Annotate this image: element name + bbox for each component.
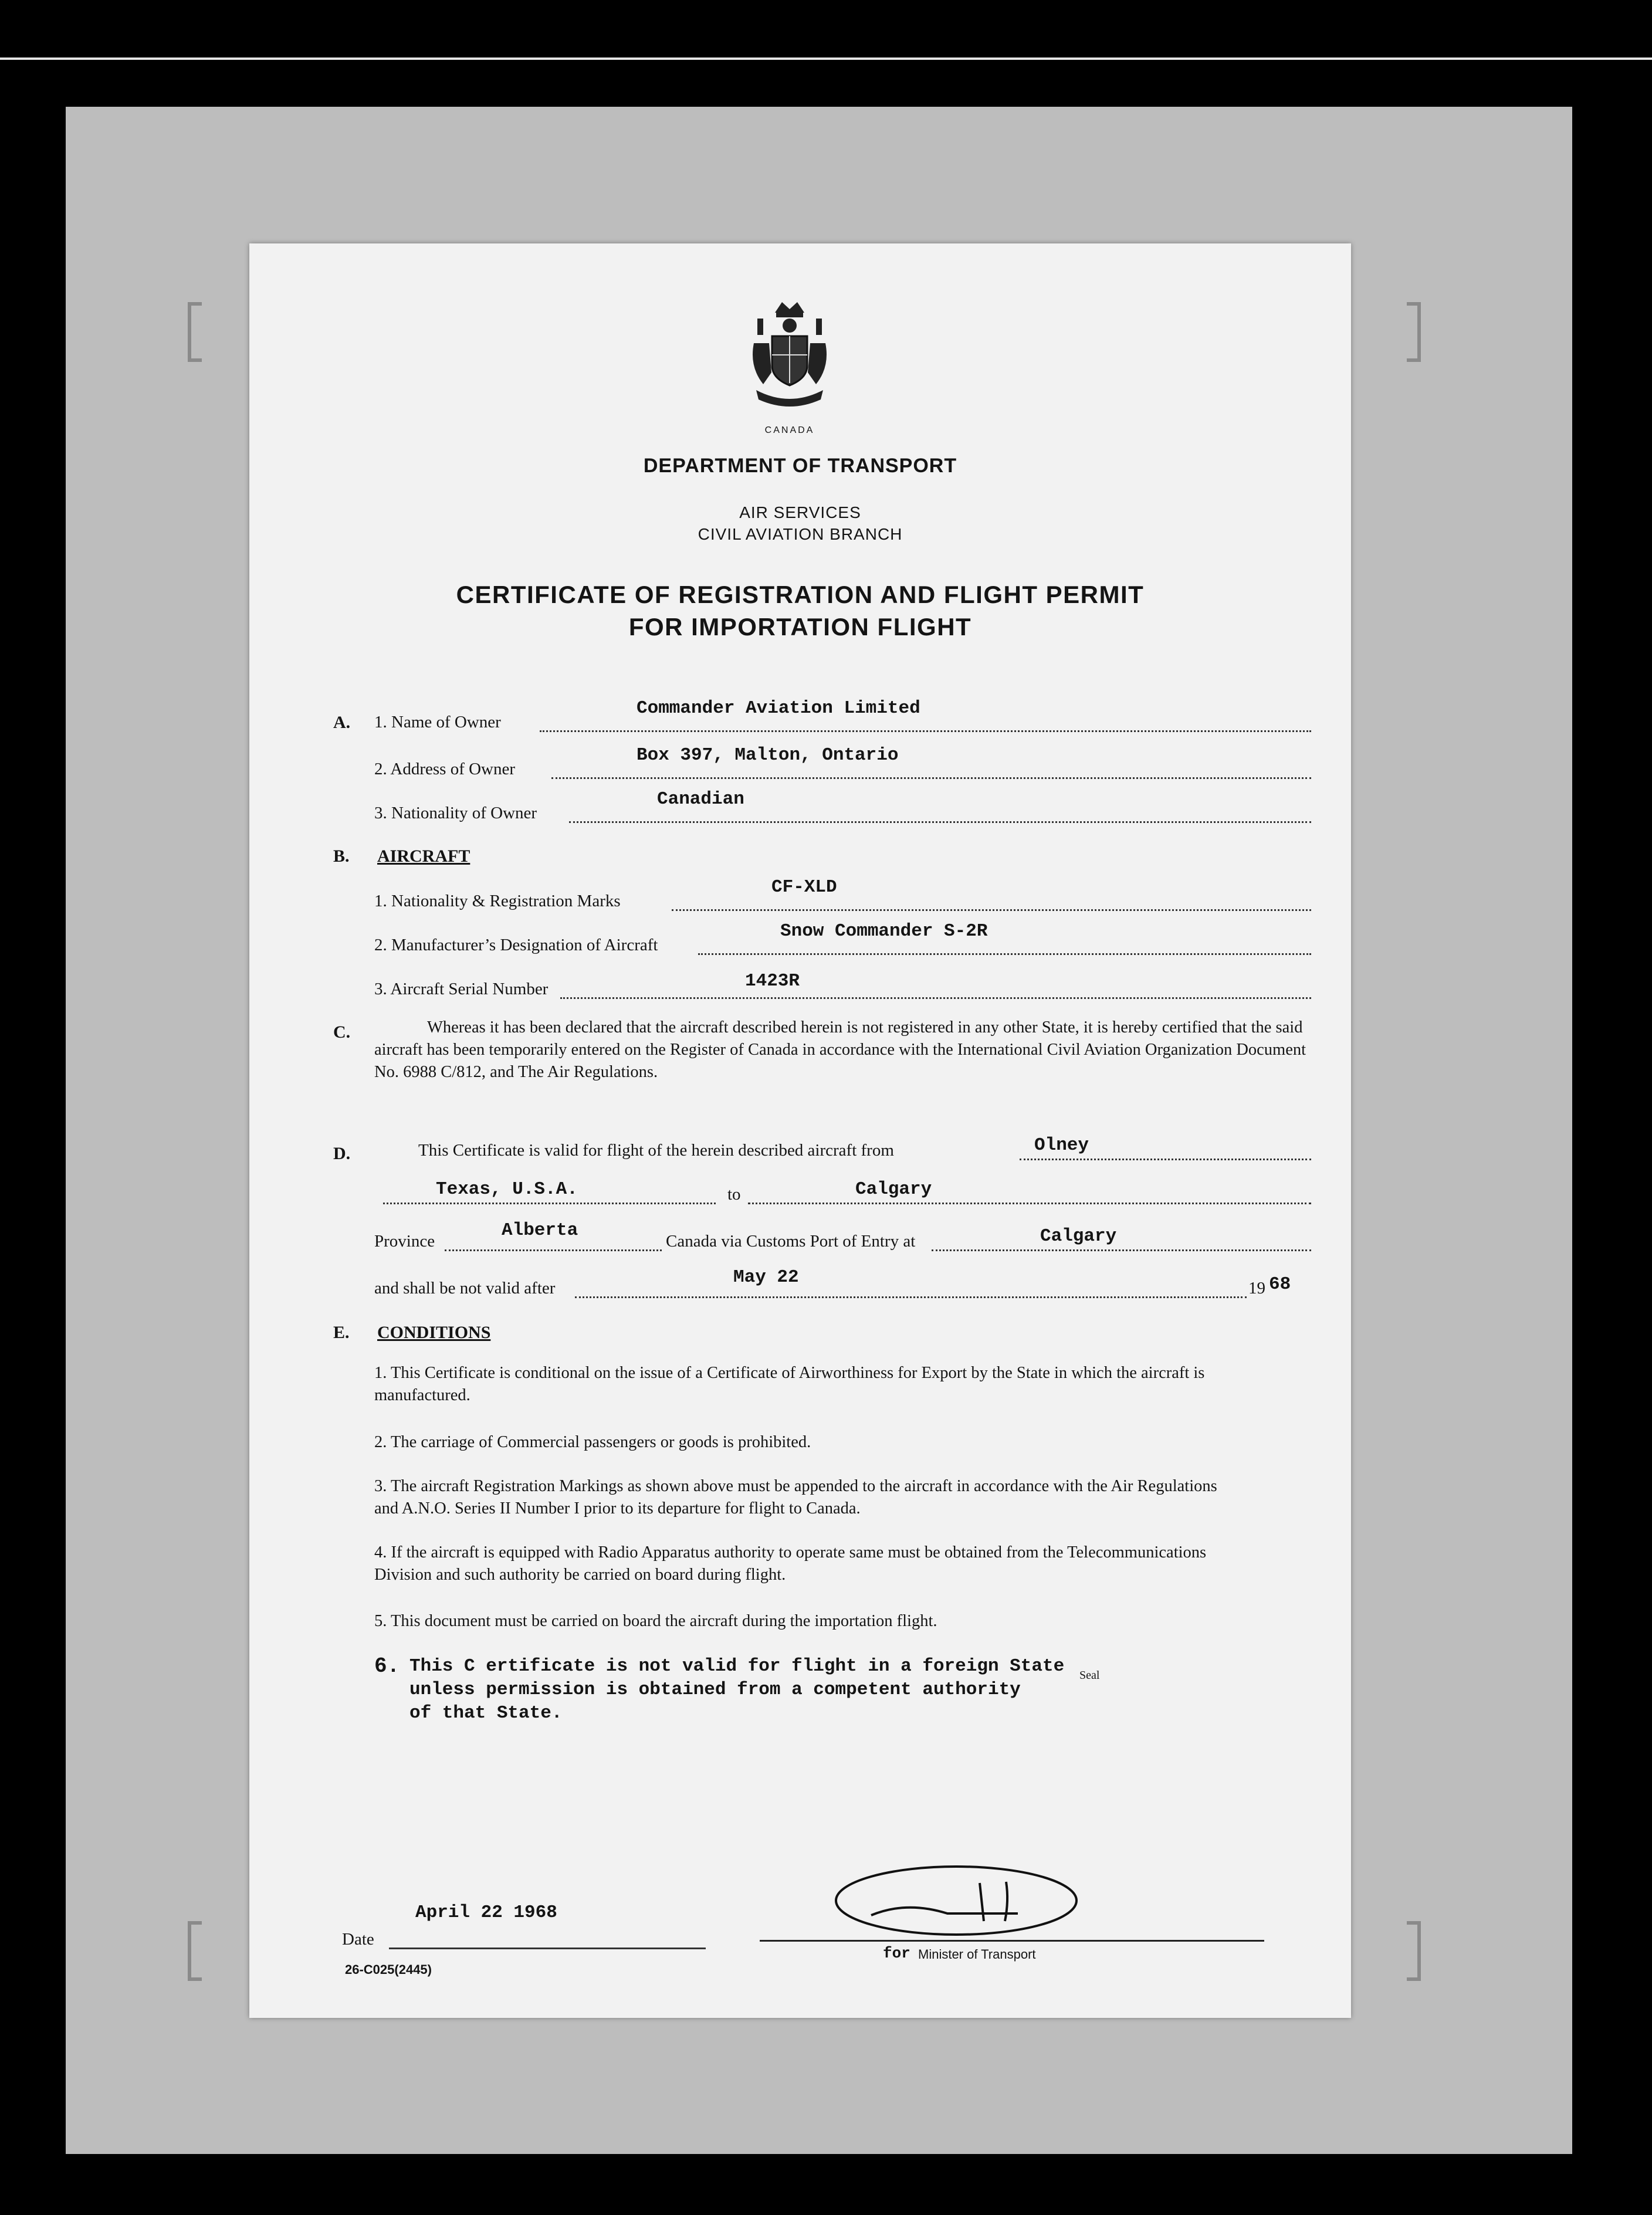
designation-line	[698, 953, 1311, 955]
registration-marks-value: CF-XLD	[771, 877, 837, 897]
form-number: 26-C025(2445)	[345, 1962, 432, 1977]
from-region-value: Texas, U.S.A.	[436, 1179, 578, 1200]
customs-port-line	[932, 1249, 1311, 1251]
certificate-title-line2: FOR IMPORTATION FLIGHT	[628, 613, 972, 641]
owner-nationality-label: 3. Nationality of Owner	[374, 804, 537, 822]
service-heading: AIR SERVICES	[739, 503, 861, 521]
province-label: Province	[374, 1232, 435, 1251]
to-city-line	[748, 1203, 1311, 1204]
province-line	[445, 1249, 662, 1251]
registration-bracket-icon	[1407, 302, 1421, 362]
from-city-line	[1020, 1159, 1311, 1160]
owner-name-value: Commander Aviation Limited	[637, 698, 920, 719]
owner-nationality-value: Canadian	[657, 789, 744, 810]
condition-3: 3. The aircraft Registration Markings as shown above must be appended to the aircraft in accordance with the Air Regulations and A.N.O. Series II Number I prior to its departure for flight to Canada.	[374, 1477, 1217, 1518]
province-value: Alberta	[502, 1220, 578, 1241]
registration-marks-line	[672, 909, 1311, 911]
serial-number-line	[560, 997, 1311, 999]
certificate-page	[249, 243, 1351, 2018]
aircraft-heading: AIRCRAFT	[377, 846, 470, 866]
issue-date-value: April 22 1968	[415, 1902, 557, 1923]
registration-marks-label: 1. Nationality & Registration Marks	[374, 892, 621, 910]
registration-bracket-icon	[188, 1921, 202, 1981]
date-line	[389, 1948, 706, 1949]
expiry-line	[575, 1296, 1247, 1298]
section-a-letter: A.	[333, 713, 351, 732]
certificate-title-line1: CERTIFICATE OF REGISTRATION AND FLIGHT PERMIT	[456, 581, 1145, 608]
condition-1: 1. This Certificate is conditional on the issue of a Certificate of Airworthiness for Export by the State in which the aircraft is manufactured.	[374, 1364, 1205, 1404]
registration-bracket-icon	[188, 302, 202, 362]
owner-name-line	[540, 730, 1311, 732]
condition-5: 5. This document must be carried on board the aircraft during the importation flight.	[374, 1612, 937, 1630]
branch-heading: CIVIL AVIATION BRANCH	[698, 525, 903, 543]
date-label: Date	[342, 1930, 374, 1949]
crest-label: CANADA	[764, 425, 815, 435]
registration-statement: Whereas it has been declared that the aircraft described herein is not registered in any other State, it is hereby certified that the said aircraft has been temporarily entered on the Register of Canada in accordance with the International Civil Aviation Organization Document No. 6988 C/812, and The Air Regulations.	[374, 1018, 1306, 1081]
validity-label: This Certificate is valid for flight of the herein described aircraft from	[418, 1141, 894, 1160]
serial-number-label: 3. Aircraft Serial Number	[374, 980, 549, 998]
expiry-date-value: May 22	[733, 1267, 799, 1288]
conditions-heading: CONDITIONS	[377, 1323, 491, 1342]
owner-nationality-line	[569, 821, 1311, 823]
from-region-line	[383, 1203, 716, 1204]
section-d-letter: D.	[333, 1144, 351, 1163]
owner-address-line	[551, 777, 1311, 779]
designation-label: 2. Manufacturer’s Designation of Aircraft	[374, 936, 658, 954]
to-label: to	[727, 1185, 741, 1204]
designation-value: Snow Commander S-2R	[780, 921, 988, 941]
for-label: for	[883, 1945, 910, 1962]
expiry-label: and shall be not valid after	[374, 1279, 556, 1298]
section-b-letter: B.	[333, 846, 350, 866]
film-edge-line	[0, 57, 1652, 60]
condition-2: 2. The carriage of Commercial passengers or goods is prohibited.	[374, 1433, 811, 1451]
expiry-year-suffix: 68	[1269, 1274, 1291, 1295]
owner-name-label: 1. Name of Owner	[374, 713, 501, 731]
owner-address-label: 2. Address of Owner	[374, 760, 516, 778]
owner-address-value: Box 397, Malton, Ontario	[637, 745, 899, 766]
signer-label: Minister of Transport	[918, 1947, 1036, 1962]
condition-6-line2: unless permission is obtained from a competent authority	[409, 1679, 1021, 1700]
condition-4: 4. If the aircraft is equipped with Radio Apparatus authority to operate same must be obtained from the Telecommunications Division and such authority be carried on board during flight.	[374, 1543, 1207, 1584]
serial-number-value: 1423R	[745, 971, 800, 991]
coat-of-arms-icon	[746, 296, 834, 419]
from-city-value: Olney	[1034, 1135, 1089, 1156]
section-c-letter: C.	[333, 1022, 351, 1042]
customs-port-label: Canada via Customs Port of Entry at	[666, 1232, 916, 1251]
signature-line	[760, 1940, 1264, 1942]
registration-bracket-icon	[1407, 1921, 1421, 1981]
signature-icon	[818, 1860, 1100, 1959]
to-city-value: Calgary	[855, 1179, 932, 1200]
condition-6-line3: of that State.	[409, 1703, 563, 1723]
customs-port-value: Calgary	[1040, 1226, 1117, 1247]
department-heading: DEPARTMENT OF TRANSPORT	[643, 455, 957, 477]
condition-6-line1: This C ertificate is not valid for flight in a foreign State	[409, 1656, 1065, 1677]
condition-6-number: 6.	[374, 1654, 400, 1678]
expiry-year-prefix: 19	[1248, 1279, 1265, 1298]
section-e-letter: E.	[333, 1323, 350, 1342]
seal-label: Seal	[1079, 1669, 1100, 1682]
